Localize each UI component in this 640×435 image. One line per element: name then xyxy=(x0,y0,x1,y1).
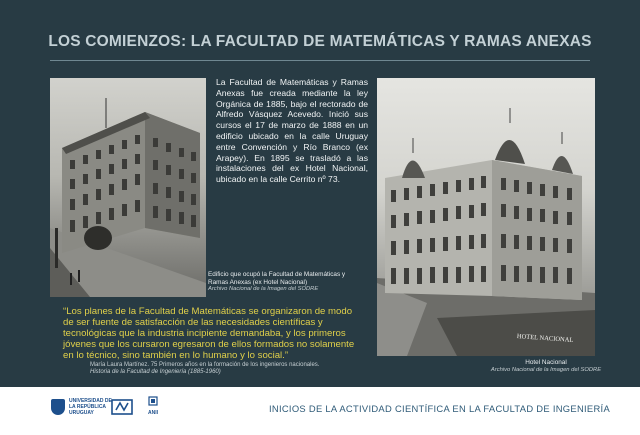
hotel-sign-text: HOTEL NACIONAL xyxy=(516,333,574,344)
hotel-nacional-photo xyxy=(377,78,595,356)
footer-title: INICIOS DE LA ACTIVIDAD CIENTÍFICA EN LA FACULTAD DE INGENIERÍA xyxy=(268,403,610,414)
udelar-logo-text: UNIVERSIDAD DE LA REPÚBLICA URUGUAY xyxy=(69,398,112,416)
page-title: LOS COMIENZOS: LA FACULTAD DE MATEMÁTICAS Y RAMAS ANEXAS xyxy=(48,33,592,50)
udelar-shield-icon xyxy=(51,399,65,415)
intro-paragraph: La Facultad de Matemáticas y Ramas Anexas fue creada mediante la ley Orgánica de 1885, bajo el rectorado de Alfredo Vásquez Acevedo. Inició sus cursos el 17 de marzo de 1888 en un edificio ubicado en la calle Uruguay entre Convención y Río Branco (ex Arapey). En 1895 se trasladó a las instalaciones del ex Hotel Nacional, ubicado en la calle Cerrito nº 73. xyxy=(216,77,368,185)
faculty-photo-caption xyxy=(208,271,358,294)
citation-work: Historia de la Facultad de Ingeniería (1885-1960) xyxy=(90,369,221,376)
title-divider xyxy=(50,60,590,61)
citation-author: María Laura Martínez. 75 Primeros años en la formación de los ingenieros nacionales. xyxy=(90,362,320,368)
hotel-caption-text: Hotel Nacional xyxy=(525,359,567,366)
anii-logo-text: ANII xyxy=(148,410,158,416)
faculty-caption-source: Archivo Nacional de la Imagen del SODRE xyxy=(208,286,319,293)
facultad-ingenieria-logo-icon xyxy=(111,398,133,416)
quote-citation xyxy=(90,362,350,376)
anii-logo-icon xyxy=(146,396,160,418)
faculty-caption-text: Edificio que ocupó la Facultad de Matemáticas y Ramas Anexas (ex Hotel Nacional) xyxy=(208,271,346,286)
hotel-photo-caption xyxy=(480,359,612,374)
quote-text: “Los planes de la Facultad de Matemáticas se organizaron de modo de ser fuente de satisfacción de las necesidades científicas y tecnológicas que la industria incipiente demandaba, y los primeros jóvenes que los cursaron egresaron de ellos formados no solamente en lo técnico, sino también en lo humano y lo social.” xyxy=(63,306,355,361)
faculty-building-photo xyxy=(50,78,206,297)
hotel-caption-source: Archivo Nacional de la Imagen del SODRE xyxy=(490,366,602,373)
